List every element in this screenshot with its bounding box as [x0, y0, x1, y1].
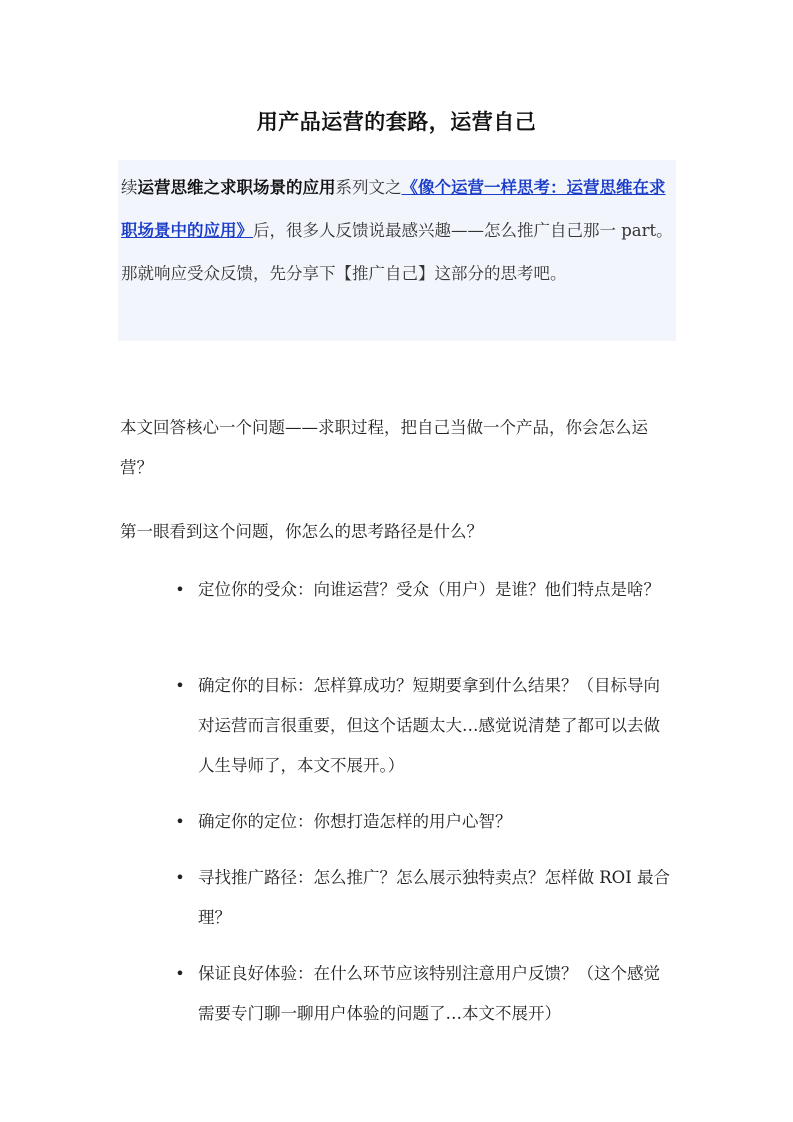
intro-quote-box [118, 160, 676, 341]
bullet-marker: • [175, 676, 185, 695]
bullet-marker: • [175, 964, 185, 983]
list-item-text: 确定你的目标：怎样算成功？短期要拿到什么结果？（目标导向对运营而言很重要，但这个话题太大…感觉说清楚了都可以去做人生导师了，本文不展开。） [198, 676, 660, 775]
list-item [175, 666, 672, 786]
bullet-marker: • [175, 812, 185, 831]
intro-rest: 后，很多人反馈说最感兴趣——怎么推广自己那一 part。那就响应受众反馈，先分享下【推广自己】这部分的思考吧。 [121, 221, 673, 283]
list-item-text: 定位你的受众：向谁运营？受众（用户）是谁？他们特点是啥？ [198, 580, 660, 599]
article-link[interactable]: 《像个运营一样思考：运营思维在求职场景中的应用》 [121, 178, 666, 240]
series-suffix: 系列文之 [335, 178, 402, 197]
bullet-marker: • [175, 868, 185, 887]
series-name: 运营思维之求职场景的应用 [137, 178, 336, 197]
list-item-text: 确定你的定位：你想打造怎样的用户心智？ [198, 812, 512, 831]
list-item-text: 寻找推广路径：怎么推广？怎么展示独特卖点？怎样做 ROI 最合理？ [198, 868, 670, 927]
list-item [175, 954, 672, 1034]
list-item-text: 保证良好体验：在什么环节应该特别注意用户反馈？（这个感觉需要专门聊一聊用户体验的问题了…本文不展开） [198, 964, 660, 1023]
list-item [175, 802, 672, 842]
bullet-marker: • [175, 580, 185, 599]
intro-prefix: 续 [121, 178, 138, 197]
document-title: 用产品运营的套路，运营自己 [256, 109, 537, 134]
paragraph-first-glance: 第一眼看到这个问题，你怎么的思考路径是什么？ [120, 522, 483, 541]
intro-paragraph [121, 166, 673, 295]
paragraph-core-question: 本文回答核心一个问题——求职过程，把自己当做一个产品，你会怎么运营？ [120, 418, 648, 477]
list-item [175, 858, 672, 938]
list-item [175, 570, 672, 610]
